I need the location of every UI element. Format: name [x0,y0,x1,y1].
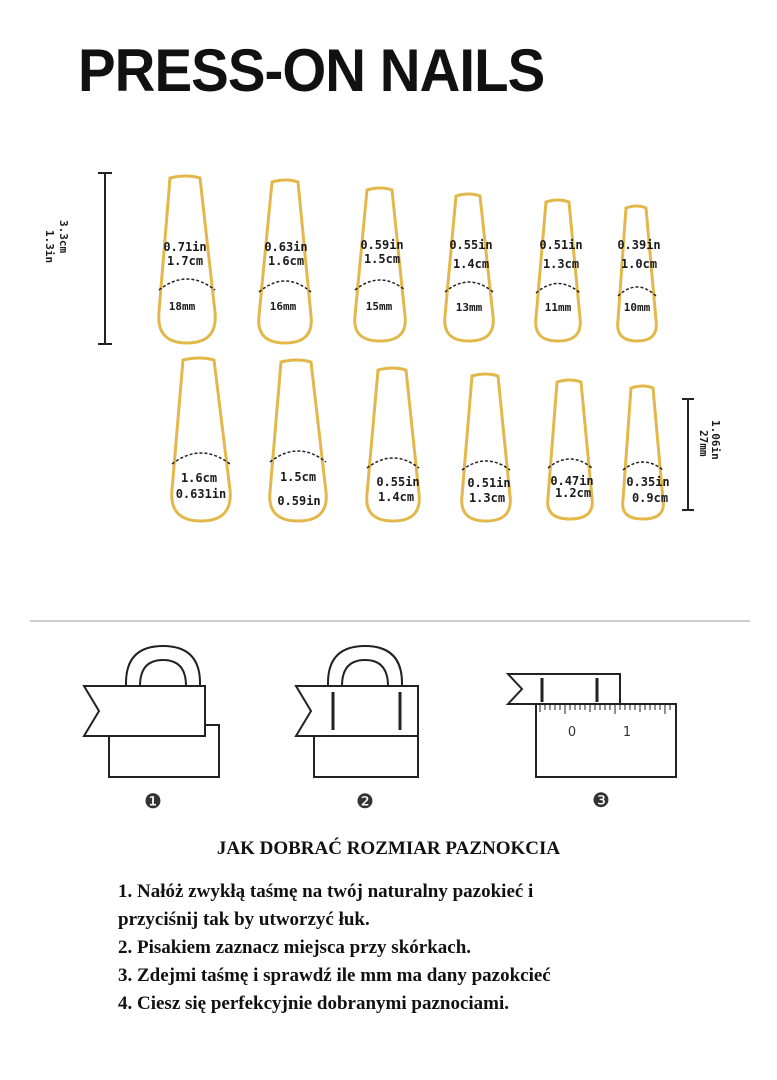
nail-width-cm: 1.7cm [166,254,204,268]
bottom-row-nails [172,358,670,521]
nail-width-in: 0.71in [163,240,207,254]
nail-width-in: 0.51in [467,476,511,490]
cuticle-line [172,453,230,464]
nail-width-in: 0.51in [539,238,583,252]
cuticle-line [548,459,592,468]
nail-top-6 [617,206,660,341]
nail-width-in: 0.55in [376,475,420,489]
instruction-line: 3. Zdejmi taśmę i sprawdź ile mm ma dany pazokcieć [118,965,551,986]
nail-outline [618,206,657,341]
nail-width-in: 0.59in [277,494,321,508]
nail-width-cm: 1.6cm [180,471,218,485]
nail-bottom-6 [623,386,670,519]
cuticle-line [259,281,311,292]
instruction-line: 2. Pisakiem zaznacz miejsca przy skórkach. [118,937,472,958]
page-title: PRESS-ON NAILS [78,37,545,104]
nail-width-cm: 1.4cm [377,490,415,504]
instruction-line: 4. Ciesz się perfekcyjnie dobranymi paznociami. [118,993,510,1014]
nail-top-4 [445,194,494,341]
nail-width-cm: 1.5cm [279,470,317,484]
ruler-tick-1: 1 [622,725,632,740]
step-1-illustration [84,646,219,777]
instruction-line: 1. Nałóż zwykłą taśmę na twój naturalny pazokieć i [118,881,534,902]
nail-width-mm: 18mm [168,300,196,313]
nail-width-in: 0.63in [264,240,308,254]
instructions-heading: JAK DOBRAĆ ROZMIAR PAZNOKCIA [216,838,561,859]
step-2-number: ❷ [356,789,374,813]
tape-strip [508,674,620,704]
nail-width-in: 0.39in [617,238,661,252]
cuticle-line [367,458,419,468]
nail-bottom-4 [462,374,511,521]
nail-width-in: 0.35in [626,475,670,489]
nail-width-cm: 1.0cm [620,257,658,271]
nail-bottom-1 [172,358,231,521]
step-1-number: ❶ [144,789,162,813]
cuticle-line [270,451,326,462]
nail-top-2 [259,180,312,343]
step-3-illustration [508,674,676,777]
cuticle-line [159,279,215,290]
nail-width-mm: 13mm [455,301,483,314]
nail-bottom-2 [270,360,327,521]
nail-width-cm: 1.4cm [452,257,490,271]
nail-width-mm: 16mm [269,300,297,313]
cuticle-line [536,284,580,294]
top-row-nails [159,176,661,343]
nail-bottom-3 [367,368,420,521]
small-dimension-in: 1.06in [709,420,722,460]
nail-top-3 [355,188,406,341]
step-2-illustration [296,646,418,777]
nail-width-cm: 1.3cm [468,491,506,505]
cuticle-line [445,282,493,292]
length-dimension-in: 1.3in [43,230,56,264]
nail-top-1 [159,176,216,343]
nail-width-cm: 1.5cm [363,252,401,266]
nail-width-cm: 1.2cm [554,486,592,500]
cuticle-line [355,280,405,290]
nail-bottom-5 [548,380,594,519]
cuticle-line [618,287,656,296]
nail-width-in: 0.631in [175,487,227,501]
nail-width-cm: 0.9cm [631,491,669,505]
nail-width-in: 0.59in [360,238,404,252]
length-dimension [43,173,112,344]
nail-width-in: 0.47in [550,474,594,488]
small-dimension-mm: 27mm [697,430,710,457]
nail-top-5 [536,200,583,341]
cuticle-line [462,461,510,470]
nail-width-mm: 15mm [365,300,393,313]
step-3-number: ❸ [592,788,610,812]
ruler-tick-0: 0 [567,725,577,740]
nail-width-mm: 11mm [544,301,572,314]
ruler [536,704,676,777]
nail-width-mm: 10mm [623,301,651,314]
nail-width-cm: 1.6cm [267,254,305,268]
cuticle-line [623,462,663,470]
nail-width-cm: 1.3cm [542,257,580,271]
instruction-line: przyciśnij tak by utworzyć łuk. [118,909,370,930]
length-dimension-cm: 3.3cm [57,220,70,254]
instructions-list [118,878,551,1018]
nail-width-in: 0.55in [449,238,493,252]
small-dimension [682,399,722,510]
